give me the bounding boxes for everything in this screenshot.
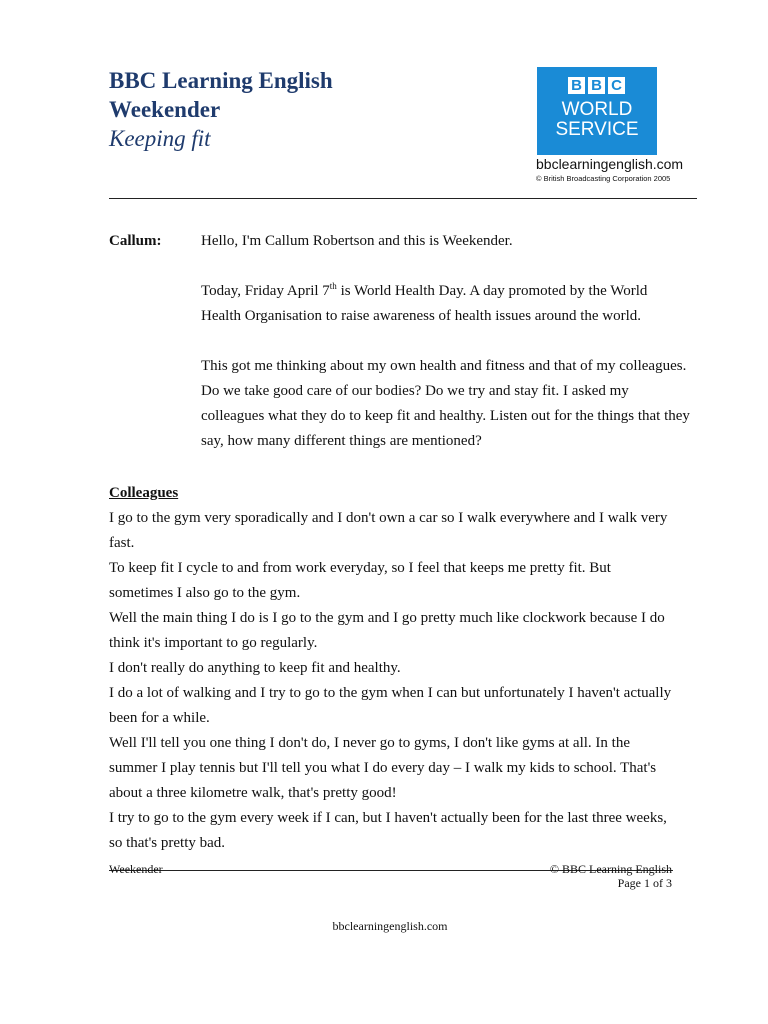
transcript-line: so that's pretty bad. — [109, 835, 226, 851]
footer-website: bbclearningenglish.com — [332, 919, 448, 933]
footer-copyright: © BBC Learning English — [549, 862, 672, 876]
intro-p2-start: Today, Friday April 7 — [201, 283, 330, 299]
transcript-line: summer I play tennis but I'll tell you what I do every day – I walk my kids to school. That's — [109, 760, 657, 776]
transcript-line: I try to go to the gym every week if I can, but I haven't actually been for the last three weeks, — [109, 810, 667, 826]
transcript-line: sometimes I also go to the gym. — [109, 585, 301, 601]
transcript-line: I don't really do anything to keep fit and healthy. — [109, 660, 401, 676]
footer-copyright-block — [500, 862, 672, 890]
colleagues-transcript — [109, 506, 699, 856]
episode-subtitle: Keeping fit — [109, 126, 211, 151]
footer-series-name: Weekender — [109, 862, 163, 876]
transcript-line: think it's important to go regularly. — [109, 635, 318, 651]
logo-word-service: SERVICE — [555, 119, 639, 140]
transcript-line: To keep fit I cycle to and from work everyday, so I feel that keeps me pretty fit. But — [109, 560, 611, 576]
speaker-label: Callum: — [109, 233, 162, 249]
intro-paragraph-1: Hello, I'm Callum Robertson and this is Weekender. — [201, 233, 513, 249]
transcript-line: fast. — [109, 535, 135, 551]
section-heading-colleagues: Colleagues — [109, 485, 179, 501]
intro-paragraph-3: This got me thinking about my own health and fitness and that of my colleagues. Do we take good care of our bodies? Do we try and stay fit. I asked my colleagues what they do to keep fit and healthy. Listen out for the things that they say, how many different things are mentioned? — [201, 358, 690, 449]
bbc-letter-b1: B — [568, 77, 585, 94]
intro-paragraph-2 — [201, 279, 691, 329]
transcript-line: Well I'll tell you one thing I don't do, I never go to gyms, I don't like gyms at all. In the — [109, 735, 630, 751]
page-number: Page 1 of 3 — [617, 876, 672, 890]
page-title: BBC Learning English — [109, 68, 333, 93]
bbc-world-service-logo — [537, 67, 657, 155]
intro-p2-rest: is World Health Day. A day promoted by the World Health Organisation to raise awareness of health issues around the world. — [201, 283, 648, 324]
transcript-line: I do a lot of walking and I try to go to the gym when I can but unfortunately I haven't actually — [109, 685, 672, 701]
logo-website: bbclearningenglish.com — [536, 156, 684, 172]
series-title: Weekender — [109, 97, 221, 122]
bbc-letter-b2: B — [588, 77, 605, 94]
logo-word-world: WORLD — [561, 99, 633, 120]
document-title-block — [109, 66, 333, 153]
bbc-letter-blocks — [568, 77, 625, 94]
bbc-letter-c: C — [608, 77, 625, 94]
transcript-line: about a three kilometre walk, that's pretty good! — [109, 785, 397, 801]
header-divider — [109, 198, 697, 199]
transcript-line: Well the main thing I do is I go to the gym and I go pretty much like clockwork because I do — [109, 610, 665, 626]
ordinal-suffix: th — [329, 281, 337, 291]
transcript-line: I go to the gym very sporadically and I don't own a car so I walk everywhere and I walk very — [109, 510, 668, 526]
transcript-line: been for a while. — [109, 710, 210, 726]
logo-copyright: © British Broadcasting Corporation 2005 — [536, 174, 671, 183]
